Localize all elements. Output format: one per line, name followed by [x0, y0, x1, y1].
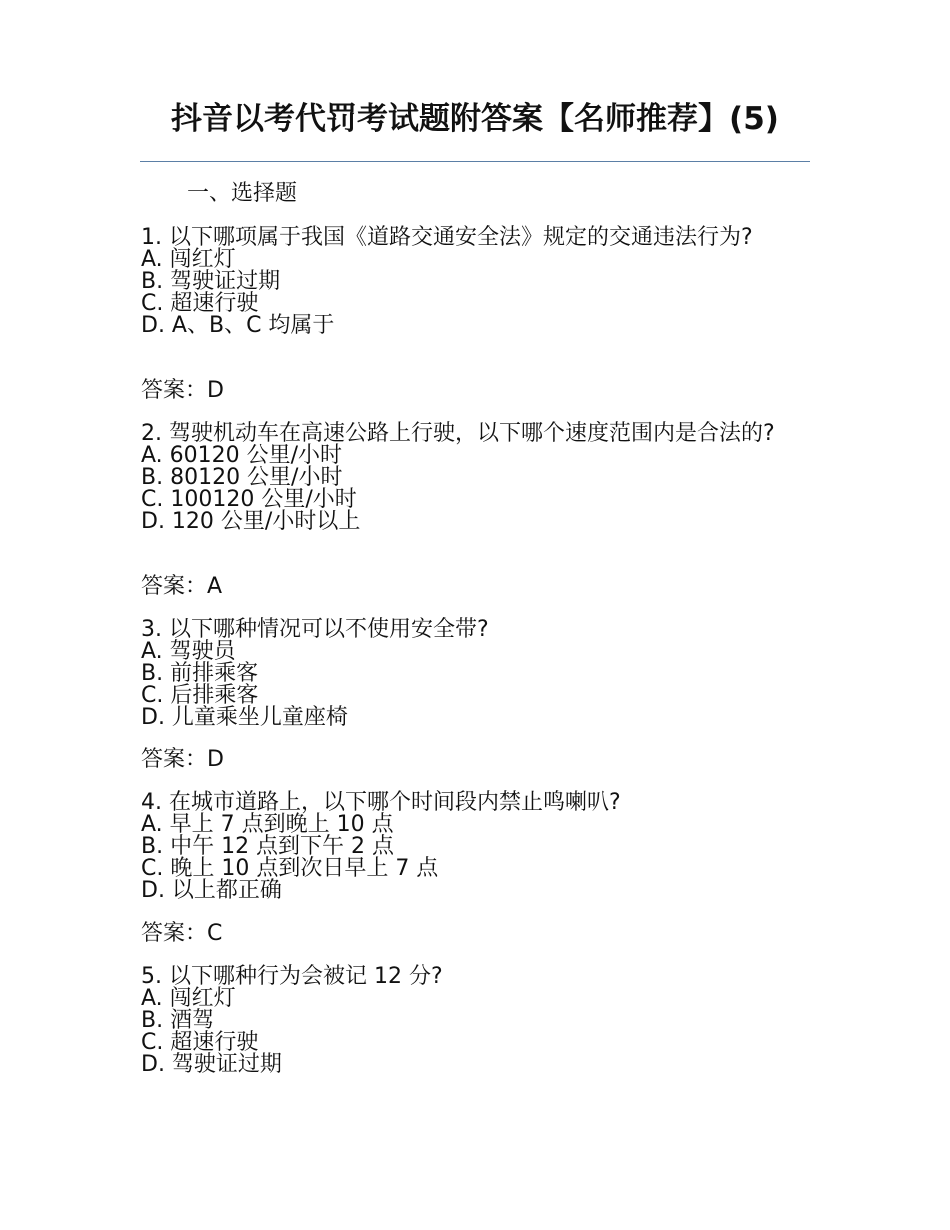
question-option: D. A、B、C 均属于	[141, 313, 335, 338]
question-option: D. 驾驶证过期	[141, 1052, 282, 1077]
question-option: A. 闯红灯	[141, 247, 236, 272]
question-option: A. 闯红灯	[141, 986, 236, 1011]
question-option: C. 100120 公里/小时	[141, 487, 357, 512]
title-underline	[140, 161, 810, 162]
question-option: B. 驾驶证过期	[141, 269, 281, 294]
question-option: C. 超速行驶	[141, 291, 259, 316]
answer-1: 答案：D	[141, 378, 224, 403]
question-option: C. 超速行驶	[141, 1030, 259, 1055]
question-option: B. 中午 12 点到下午 2 点	[141, 834, 395, 859]
answer-2: 答案：A	[141, 574, 223, 599]
question-option: D. 120 公里/小时以上	[141, 509, 361, 534]
section-heading: 一、选择题	[187, 181, 298, 206]
question-stem: 5. 以下哪种行为会被记 12 分?	[141, 964, 443, 989]
question-2	[141, 423, 801, 533]
question-option: B. 80120 公里/小时	[141, 465, 343, 490]
document-title: 抖音以考代罚考试题附答案【名师推荐】(5)	[171, 101, 779, 137]
question-3	[141, 619, 801, 729]
question-5	[141, 966, 801, 1076]
question-option: A. 早上 7 点到晚上 10 点	[141, 812, 394, 837]
question-option: A. 60120 公里/小时	[141, 443, 343, 468]
question-option: B. 酒驾	[141, 1008, 215, 1033]
answer-4: 答案：C	[141, 921, 223, 946]
question-option: D. 儿童乘坐儿童座椅	[141, 705, 348, 730]
question-4	[141, 792, 801, 902]
question-option: B. 前排乘客	[141, 661, 259, 686]
question-stem: 2. 驾驶机动车在高速公路上行驶，以下哪个速度范围内是合法的?	[141, 421, 775, 446]
answer-3: 答案：D	[141, 747, 224, 772]
question-option: C. 后排乘客	[141, 683, 259, 708]
question-stem: 4. 在城市道路上，以下哪个时间段内禁止鸣喇叭?	[141, 790, 621, 815]
question-stem: 1. 以下哪项属于我国《道路交通安全法》规定的交通违法行为?	[141, 225, 753, 250]
question-stem: 3. 以下哪种情况可以不使用安全带?	[141, 617, 489, 642]
question-1	[141, 227, 801, 337]
question-option: D. 以上都正确	[141, 878, 282, 903]
question-option: A. 驾驶员	[141, 639, 236, 664]
question-option: C. 晚上 10 点到次日早上 7 点	[141, 856, 439, 881]
